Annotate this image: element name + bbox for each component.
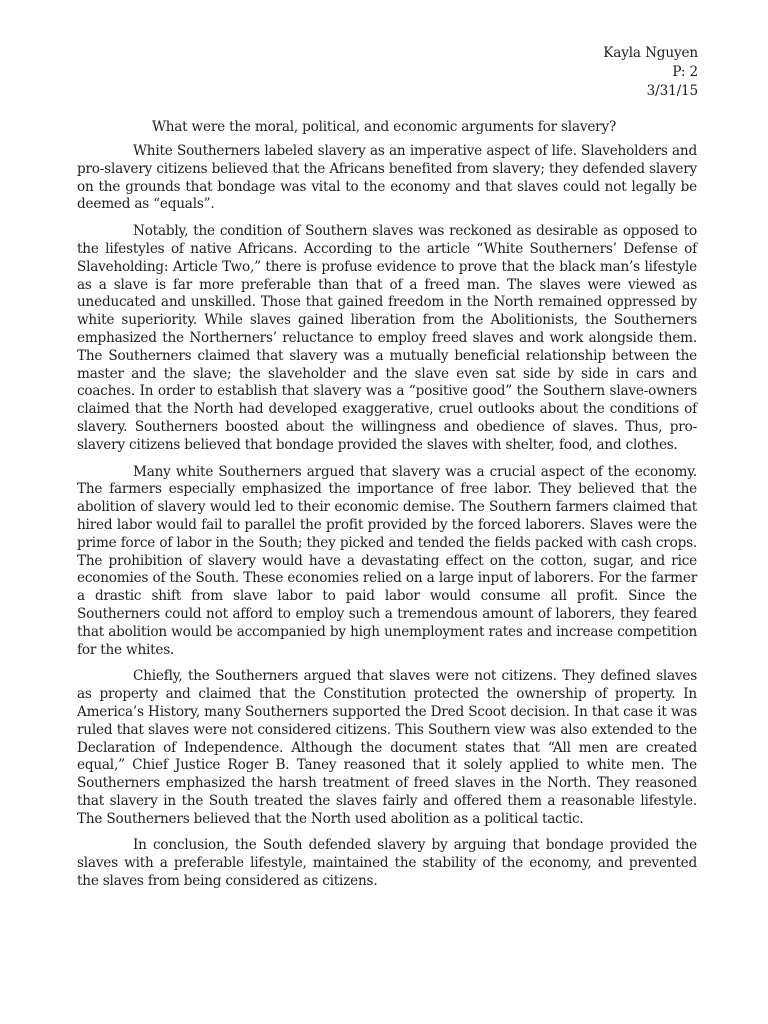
paragraph-conclusion: In conclusion, the South defended slavery by arguing that bondage provided the slaves with a preferable lifestyle, maintained the stability of the economy, and prevented the slaves from being considered as citizens. [77,837,697,890]
paragraph-political: Chiefly, the Southerners argued that slaves were not citizens. They defined slaves as property and claimed that the Constitution protected the ownership of property. In America’s History, many Southerners supported the Dred Scoot decision. In that case it was ruled that slaves were not considered citizens. This Southern view was also extended to the Declaration of Independence. Although the document states that “All men are created equal,” Chief Justice Roger B. Taney reasoned that it solely applied to white men. The Southerners emphasized the harsh treatment of freed slaves in the North. They reasoned that slavery in the South treated the slaves fairly and offered them a reasonable lifestyle. The Southerners believed that the North used abolition as a political tactic. [77,668,697,827]
author-header [603,44,698,101]
document-date: 3/31/15 [646,83,698,99]
author-name: Kayla Nguyen [603,45,698,61]
paragraph-moral: Notably, the condition of Southern slaves was reckoned as desirable as opposed to the lifestyles of native Africans. According to the article “White Southerners’ Defense of Slaveholding: Article Two,” there is profuse evidence to prove that the black man’s lifestyle as a slave is far more preferable than that of a freed man. The slaves were viewed as uneducated and unskilled. Those that gained freedom in the North remained oppressed by white superiority. While slaves gained liberation from the Abolitionists, the Southerners emphasized the Northerners’ reluctance to employ freed slaves and work alongside them. The Southerners claimed that slavery was a mutually beneficial relationship between the master and the slave; the slaveholder and the slave even sat side by side in cars and coaches. In order to establish that slavery was a “positive good” the Southern slave-owners claimed that the North had developed exaggerative, cruel outlooks about the conditions of slavery. Southerners boosted about the willingness and obedience of slaves. Thus, pro-slavery citizens believed that bondage provided the slaves with shelter, food, and clothes. [77,223,697,453]
paragraph-intro: White Southerners labeled slavery as an imperative aspect of life. Slaveholders and pro-slavery citizens believed that the Africans benefited from slavery; they defended slavery on the grounds that bondage was vital to the economy and that slaves could not legally be deemed as “equals”. [77,143,697,213]
essay-question: What were the moral, political, and economic arguments for slavery? [151,119,617,135]
paragraph-economic: Many white Southerners argued that slavery was a crucial aspect of the economy. The farmers especially emphasized the importance of free labor. They believed that the abolition of slavery would led to their economic demise. The Southern farmers claimed that hired labor would fail to parallel the profit provided by the forced laborers. Slaves were the prime force of labor in the South; they picked and tended the fields packed with cash crops. The prohibition of slavery would have a devastating effect on the cotton, sugar, and rice economies of the South. These economies relied on a large input of laborers. For the farmer a drastic shift from slave labor to paid labor would consume all profit. Since the Southerners could not afford to employ such a tremendous amount of laborers, they feared that abolition would be accompanied by high unemployment rates and increase competition for the whites. [77,463,697,658]
class-period: P: 2 [672,64,698,80]
essay-body [77,143,697,900]
